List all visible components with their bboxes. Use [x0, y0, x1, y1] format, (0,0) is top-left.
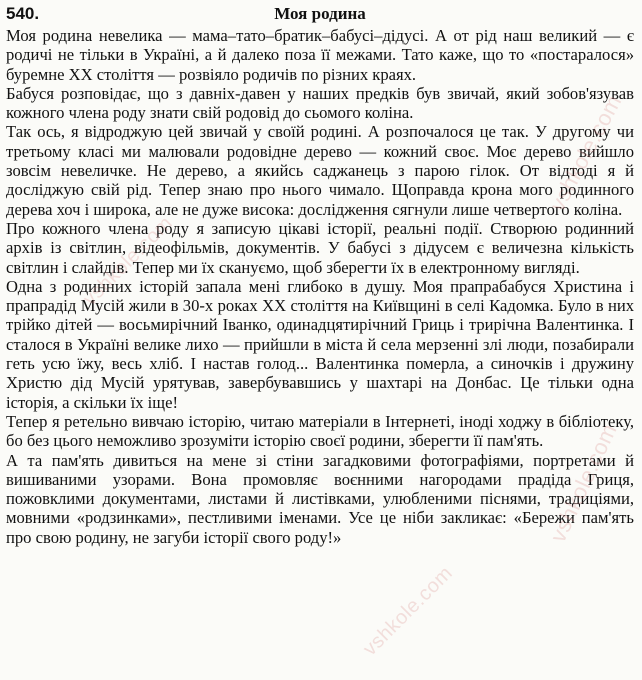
exercise-number: 540.	[6, 4, 40, 23]
paragraph-1: Моя родина невелика — мама–тато–братик–бабусі–дідусі. А от рід наш великий — є родичі не тільки в Україні, а й далеко поза її межами. Тато каже, що то «постаралося» буремне XX століття — розвіяло родичів по різних краях.	[6, 26, 634, 84]
exercise-title: Моя родина	[274, 4, 366, 23]
watermark-text: vshkole.com	[358, 562, 457, 661]
watermark-text: vshkole.com	[544, 90, 627, 216]
paragraph-4: Про кожного члена роду я записую цікаві історії, реальні події. Створюю родинний архів із світлин, відеофільмів, документів. У бабусі з дідусем є величезна кількість світлин і слайдів. Тепер ми їх скануємо, щоб зберегти їх в електронному вигляді.	[6, 218, 634, 277]
paragraph-7: А та пам'ять дивиться на мене зі стіни загадковими фотографіями, портретами й вишиваними узорами. Вона промовляє воєнними нагородами прадіда Гриця, пожовклими документами, листами й листівками, улюбленими піснями, традиціями, мовними «родзинками», пестливими іменами. Усе це ніби закликає: «Бережи пам'ять про свою родину, не загуби історії свого роду!»	[6, 450, 634, 547]
exercise-header	[6, 4, 634, 26]
paragraph-3: Так ось, я відроджую цей звичай у своїй родині. А розпочалося це так. У другому чи третьому класі ми малювали родовідне дерево — кожний своє. Моє дерево вийшло зовсім невеличке. Не дерево, а якийсь саджанець з парою гілок. От відтоді я й досліджую свій рід. Тепер знаю про нього чимало. Щоправда крона мого родинного дерева хоч і широка, але не дуже висока: дослідження сягнули лише четвертого коліна.	[6, 122, 634, 219]
paragraph-5: Одна з родинних історій запала мені глибоко в душу. Моя прапрабабуся Христина і прапрадід Мусій жили в 30-х роках XX століття на Київщині в селі Кадомка. Було в них трійко дітей — восьмирічний Іванко, одинадцятирічний Гриць і трирічна Валентинка. І сталося в Україні велике лихо — прийшли в міста й села мерзенні злі люди, позабирали геть усю їжу, весь хліб. І настав голод... Валентинка померла, а синочків і дружину Христю дід Мусій урятував, завербувавшись у шахтарі на Донбас. Це тільки одна історія, а скільки їх іще!	[6, 276, 634, 412]
watermark-text: vshkole.com	[545, 419, 622, 546]
watermark-text: vshkole.com	[78, 212, 177, 311]
paragraph-6: Тепер я ретельно вивчаю історію, читаю матеріали в Інтернеті, іноді ходжу в бібліотеку, бо без цього неможливо зрозуміти історію своєї родини, зберегти її пам'ять.	[6, 411, 634, 451]
paragraph-2: Бабуся розповідає, що з давніх-давен у наших предків був звичай, який зобов'язував кожного члена роду знати свій родовід до сьомого коліна.	[6, 83, 634, 123]
